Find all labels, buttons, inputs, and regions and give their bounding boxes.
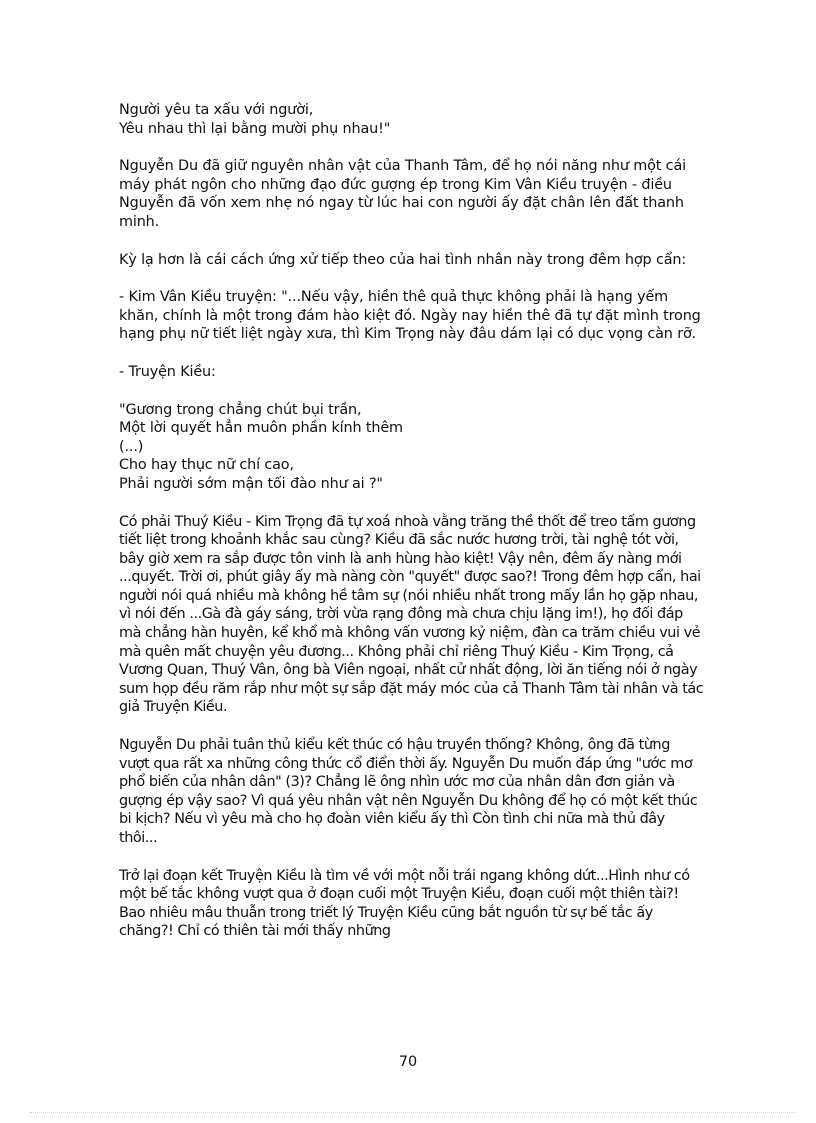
quote-kim-van-kieu-truyen: - Kim Vân Kiều truyện: "...Nếu vậy, hiền thê quả thực không phải là hạng yếm khăn, chính là một trong đám hào kiệt đó. Ngày nay hiền thê đã tự đặt mình trong hạng phụ nữ tiết liệt ngày xưa, thì Kim Trọng này đâu dám lại có dục vọng càn rỡ. [119,289,701,343]
document-body [119,101,704,960]
paragraph-wedding-night-intro: Kỳ lạ hơn là cái cách ứng xử tiếp theo của hai tình nhân này trong đêm hợp cẩn: [119,251,687,268]
paragraph-happy-ending: Nguyễn Du phải tuân thủ kiểu kết thúc có hậu truyền thống? Không, ông đã từng vượt qua rất xa những công thức cổ điển thời ấy. Nguyễn Du muốn đáp ứng "ước mơ phổ biến của nhân dân" (3)? Chẳng lẽ ông nhìn ước mơ của nhân dân đơn giản và gượng ép vậy sao? Vì quá yêu nhân vật nên Nguyễn Du không để họ có một kết thúc bi kịch? Nếu vì yêu mà cho họ đoàn viên kiểu ấy thì Còn tình chi nữa mà thủ đây thôi... [119,737,698,846]
paragraph-thuy-kieu-kim-trong: Có phải Thuý Kiều - Kim Trọng đã tự xoá nhoà vằng trăng thề thốt để treo tấm gương tiết liệt trong khoảnh khắc sau cùng? Kiều đã sắc nước hương trời, tài nghệ tót vời, bây giờ xem ra sắp được tôn vinh là anh hùng hào kiệt! Vậy nên, đêm ấy nàng mới ...quyết. Trời ơi, phút giây ấy mà nàng còn "quyết" được sao?! Trong đêm hợp cẩn, hai người nói quá nhiều mà không hề tâm sự (nói nhiều nhất trong mấy lần họ gặp nhau, vì nói đến ...Gà đà gáy sáng, trời vừa rạng đông mà chưa chịu lặng im!), họ đối đáp mà chẳng hàn huyên, kể khổ mà không vấn vương kỷ niệm, đàn ca trăm chiều vui vẻ mà quên mất chuyện yêu đương... Không phải chỉ riêng Thuý Kiều - Kim Trọng, cả Vương Quan, Thuý Vân, ông bà Viên ngoại, nhất cử nhất động, lời ăn tiếng nói ở ngày sum họp đều răm rắp như một sự sắp đặt máy móc của cả Thanh Tâm tài nhân và tác giả Truyện Kiều. [119,513,704,716]
poem-excerpt-truyen-kieu: "Gương trong chẳng chút bụi trần, Một lời quyết hẳn muôn phần kính thêm (...) Cho hay thục nữ chí cao, Phải người sớm mận tối đào như ai ?" [119,401,403,492]
heading-truyen-kieu: - Truyện Kiều: [119,363,216,380]
paragraph-ending-deadlock: Trở lại đoạn kết Truyện Kiều là tìm về với một nỗi trái ngang không dứt...Hình như có một bế tắc không vượt qua ở đoạn cuối một Truyện Kiều, đoạn cuối một thiên tài?! Bao nhiêu mâu thuẫn trong triết lý Truyện Kiều cũng bắt nguồn từ sự bế tắc ấy chăng?! Chỉ có thiên tài mới thấy những [119,867,690,940]
paragraph-thanh-tam-characters: Nguyễn Du đã giữ nguyên nhân vật của Thanh Tâm, để họ nói năng như một cái máy phát ngôn cho những đạo đức gượng ép trong Kim Vân Kiều truyện - điều Nguyễn đã vốn xem nhẹ nó ngay từ lúc hai con người ấy đặt chân lên đất thanh minh. [119,158,686,230]
poem-excerpt-opening: Người yêu ta xấu với người, Yêu nhau thì lại bằng mười phụ nhau!" [119,102,391,137]
footer-divider [30,1112,796,1113]
page-number: 70 [398,1054,418,1070]
